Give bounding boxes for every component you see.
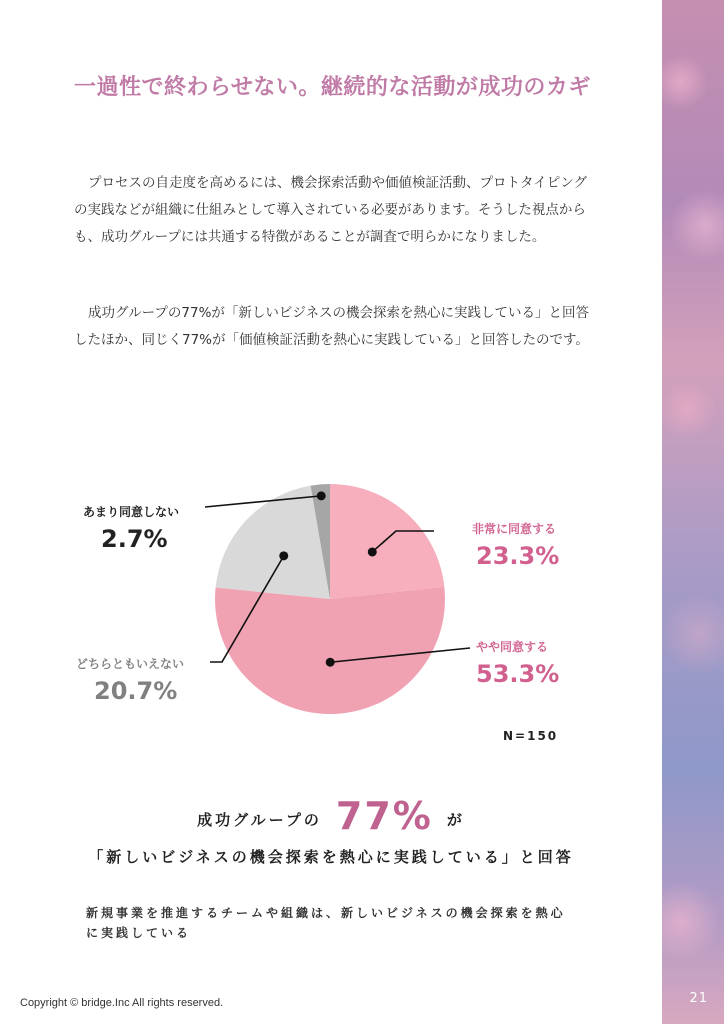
page-number: 21 (689, 991, 708, 1006)
pie-slice-strongly-agree (330, 484, 444, 599)
body-paragraph-1: プロセスの自走度を高めるには、機会探索活動や価値検証活動、プロトタイピングの実践などが組織に仕組みとして導入されている必要があります。そうした視点からも、成功グループには共通する特徴があることが調査で明らかになりました。 (74, 175, 587, 245)
pie-slices (215, 484, 445, 714)
slice-value-somewhat-agree: 53.3% (476, 660, 560, 688)
slice-label-strongly-agree: 非常に同意する (472, 522, 557, 536)
pie-slice-strongly-agree-marker (368, 547, 377, 556)
pie-slice-somewhat-agree-marker (326, 658, 335, 667)
slice-label-disagree: あまり同意しない (83, 505, 180, 519)
copyright: Copyright © bridge.Inc All rights reserved. (20, 997, 224, 1009)
note-text: 新規事業を推進するチームや組織は、新しいビジネスの機会探索を熱心に実践している (86, 906, 566, 940)
pie-slice-somewhat-agree (215, 587, 445, 714)
callout-prefix: 成功グループの (197, 811, 322, 829)
sample-size-label: N=150 (503, 729, 559, 743)
pie-slice-disagree-marker (317, 491, 326, 500)
slice-label-neutral: どちらともいえない (76, 657, 185, 671)
page-heading: 一過性で終わらせない。継続的な活動が成功のカギ (74, 75, 591, 100)
callout-headline (0, 794, 662, 838)
slice-value-neutral: 20.7% (94, 677, 178, 705)
pie-slice-neutral (216, 486, 330, 599)
slice-value-disagree: 2.7% (101, 525, 168, 553)
callout-subline: 「新しいビジネスの機会探索を熱心に実践している」と回答 (88, 848, 574, 866)
pie-slice-neutral-marker (279, 551, 288, 560)
callout-highlight: 77% (335, 794, 433, 838)
callout-suffix: が (446, 811, 465, 829)
decorative-side-strip (662, 0, 724, 1024)
body-paragraph-2: 成功グループの77%が「新しいビジネスの機会探索を熱心に実践している」と回答したほか、同じく77%が「価値検証活動を熱心に実践している」と回答したのです。 (74, 305, 590, 348)
slice-label-somewhat-agree: やや同意する (476, 640, 549, 654)
slice-value-strongly-agree: 23.3% (476, 542, 560, 570)
